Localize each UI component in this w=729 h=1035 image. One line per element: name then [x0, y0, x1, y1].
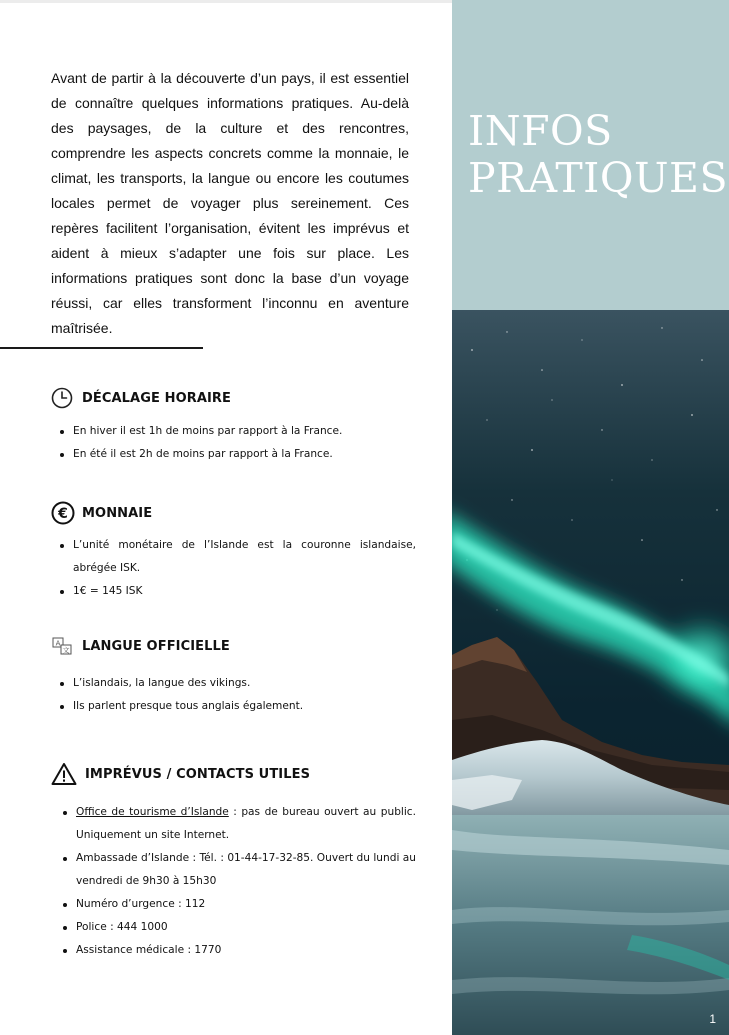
intro-paragraph: Avant de partir à la découverte d’un pays, il est essentiel de connaître quelques informations pratiques. Au-delà des paysages, de la culture et des rencontres, comprendre les aspects concrets comme la monnaie, le climat, les transports, la langue ou encore les coutumes locales permet de voyager plus sereinement. Ces repères facilitent l’organisation, évitent les imprévus et aident à mieux s’adapter une fois sur place. Les informations pratiques sont donc la base d’un voyage réussi, car elles transforment l’inconnu en aventure maîtrisée. [51, 70, 409, 336]
title-block [452, 0, 729, 310]
svg-text:A: A [55, 639, 61, 648]
top-rule [0, 0, 452, 3]
svg-text:€: € [58, 506, 68, 522]
list-item: Ils parlent presque tous anglais également. [73, 695, 416, 718]
section-contacts [51, 761, 416, 962]
section-title: MONNAIE [82, 505, 153, 521]
section-title: DÉCALAGE HORAIRE [82, 390, 232, 406]
bullet-list [51, 534, 416, 603]
section-time [51, 385, 416, 466]
list-item: Assistance médicale : 1770 [76, 939, 416, 962]
right-panel [452, 0, 729, 1035]
clock-icon [51, 385, 77, 411]
section-header [51, 500, 416, 526]
svg-text:文: 文 [62, 646, 70, 655]
list-item: Police : 444 1000 [76, 916, 416, 939]
list-item: 1€ = 145 ISK [73, 580, 416, 603]
list-item: En hiver il est 1h de moins par rapport à la France. [73, 420, 416, 443]
list-item: Numéro d’urgence : 112 [76, 893, 416, 916]
section-divider [0, 347, 203, 349]
section-header [51, 761, 416, 787]
euro-icon [51, 500, 77, 526]
aurora-photo [452, 310, 729, 1035]
list-item: Ambassade d’Islande : Tél. : 01-44-17-32-85. Ouvert du lundi au vendredi de 9h30 à 15h30 [76, 847, 416, 893]
tourism-office-link[interactable]: Office de tourisme d’Islande [76, 806, 229, 818]
list-item: L’islandais, la langue des vikings. [73, 672, 416, 695]
section-title: LANGUE OFFICIELLE [82, 638, 230, 654]
page-number: 1 [709, 1012, 716, 1026]
title-line: INFOS [468, 107, 613, 155]
section-title: IMPRÉVUS / CONTACTS UTILES [85, 766, 311, 782]
list-item: L’unité monétaire de l’Islande est la couronne islandaise, abrégée ISK. [73, 534, 416, 580]
section-currency [51, 500, 416, 603]
bullet-list [51, 672, 416, 718]
translate-icon [51, 633, 77, 659]
list-item: En été il est 2h de moins par rapport à la France. [73, 443, 416, 466]
section-language [51, 633, 416, 718]
section-header [51, 385, 416, 411]
list-item [76, 801, 416, 847]
list-item-text: : pas de bureau ouvert au public. Uniquement un site Internet. [76, 806, 416, 841]
warning-icon [51, 761, 77, 787]
section-header [51, 633, 416, 659]
bullet-list [51, 801, 416, 962]
title-line: PRATIQUES [468, 154, 729, 202]
bullet-list [51, 420, 416, 466]
page-title [468, 107, 729, 202]
